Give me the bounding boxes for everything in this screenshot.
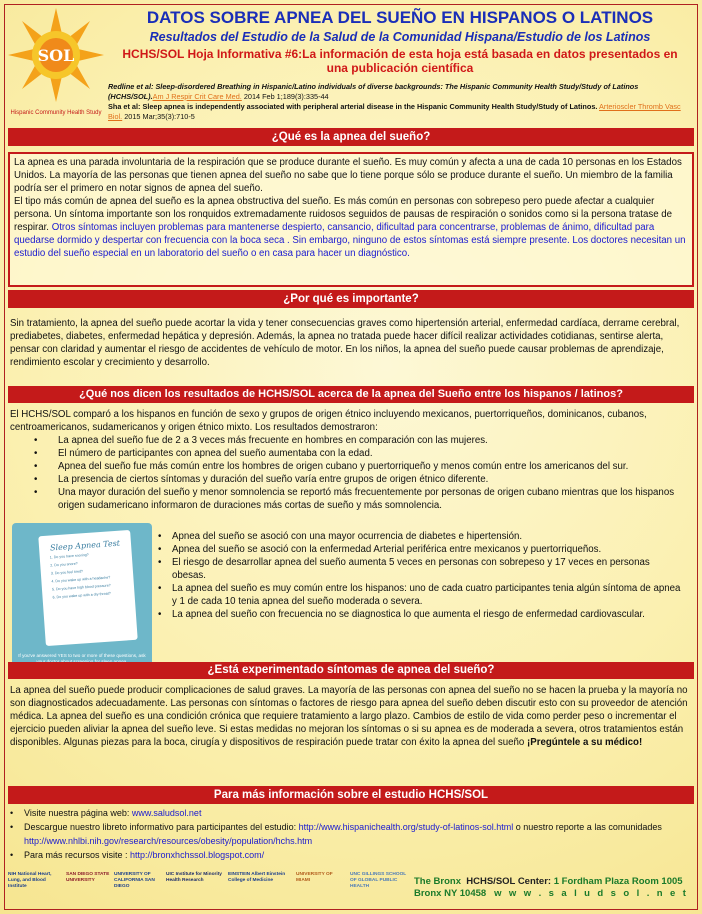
symptoms-paragraph: La apnea del sueño puede producir complicaciones de salud graves. La mayoría de las personas con apnea del sueño no se hacen la prueba y la mayoría no son diagnosticados adecuadamente. Las personas con síntomas o factores de riesgo para apnea del sueño deben discutir esto con su proveedor de atención médica. La apnea del sueño es una condición crónica que requiere tratamiento a largo plazo. Cambios de estilo de vida como perder peso o incrementar el ejercicio pueden aliviar la apnea del sueño leve. Si estas medidas no mejoran los síntomas o si su apnea es de moderada a severa, otros tratamientos están disponibles. Algunas piezas para la boca, cirugía y dispositivos de respiración puede tratar con éxito la apnea del sueño ¡Pregúntele a su médico!	[10, 685, 688, 748]
fact-sheet-label	[110, 47, 690, 75]
page-title: DATOS SOBRE APNEA DEL SUEÑO EN HISPANOS O LATINOS	[146, 8, 654, 27]
booklet-link[interactable]: http://www.hispanichealth.org/study-of-latinos-sol.html	[298, 822, 514, 832]
list-item: • Apnea del sueño fue más común entre los hombres de origen cubano y puertorriqueño y menos común entre los americanos del sur.	[10, 460, 692, 473]
list-item: • El número de participantes con apnea del sueño aumentaba con la edad.	[10, 447, 692, 460]
uic-logo: UIC Institute for Minority Health Research	[166, 872, 222, 883]
footer-website[interactable]: w w w . s a l u d s o l . n e t	[494, 888, 689, 899]
list-item: • Visite nuestra página web: www.saludsol.net	[8, 806, 694, 820]
blog-link[interactable]: http://bronxhchssol.blogspot.com/	[130, 850, 265, 860]
list-item: • Apnea del sueño se asoció con una mayor ocurrencia de diabetes e hipertensión.	[156, 530, 686, 543]
clipboard-sheet: Sleep Apnea Test 1. Do you have snoring? 2. Do you snore? 3. Do you feel tired? 4. Do you wake up with a headache? 5. Do you have high blood pressure? 6. Do you wake up with a dry throat?	[38, 530, 137, 646]
sdsu-logo: SAN DIEGO STATE UNIVERSITY	[66, 872, 110, 883]
list-item: • La presencia de ciertos síntomas y duración del sueño varía entre grupos de origen étnico diferente.	[10, 473, 692, 486]
clipboard-title: Sleep Apnea Test	[49, 538, 121, 553]
sleep-apnea-test-image	[12, 523, 152, 668]
section-title-results: ¿Qué nos dicen los resultados de HCHS/SOL acerca de la apnea del Sueño entre los hispanos / latinos?	[8, 386, 694, 403]
results-intro: El HCHS/SOL comparó a los hispanos en función de sexo y grupos de origen étnico incluyendo mexicanos, puertorriqueños, dominicanos, cubanos, centroamericanos, sudamericanos y origen étnico mixto. Los resultados demostraron:	[10, 409, 647, 433]
reference-1-link[interactable]: Am J Respir Crit Care Med.	[152, 92, 242, 101]
sponsor-logos	[8, 872, 408, 902]
reference-1: Redline et al: Sleep-disordered Breathing in Hispanic/Latino individuals of diverse backgrounds: The Hispanic Community Health Study/Study of Latinos (HCHS/SOL).Am J Respir Crit Care Med. 2014 Feb 1;189(3):335-44	[108, 82, 639, 101]
reference-2: Sha et al: Sleep apnea is independently associated with peripheral arterial disease in the Hispanic Community Health Study/Study of Latinos. Arterioscler Thromb Vasc Biol. 2015 Mar;35(3):710-5	[108, 102, 681, 121]
list-item: • El riesgo de desarrollar apnea del sueño aumenta 5 veces en personas con sobrepeso y 17 veces en personas obesas.	[156, 556, 686, 582]
section-title-why-important: ¿Por qué es importante?	[8, 290, 694, 308]
section-title-symptoms: ¿Está experimentado síntomas de apnea del sueño?	[8, 662, 694, 679]
city-line: Bronx NY 10458	[414, 888, 487, 899]
what-is-paragraph-1: La apnea es una parada involuntaria de la respiración que se produce durante el sueño. Es muy común y afecta a una de cada 10 personas en los Estados Unidos. La mayoría de las personas que tienen apnea del sueño no sabe que lo tiene porque sólo se produce durante el sueño. Un miembro de la familia podría ser el primero en notar signos de apnea del sueño.	[14, 157, 682, 194]
nih-logo: NIH National Heart, Lung, and Blood Institute	[8, 872, 52, 889]
logo-subtext: Hispanic Community Health Study	[10, 110, 102, 116]
logo-text: SOL	[37, 46, 75, 65]
section-title-more-info: Para más información sobre el estudio HCHS/SOL	[8, 786, 694, 804]
section-title-what-is: ¿Qué es la apnea del sueño?	[8, 128, 694, 146]
miami-logo: UNIVERSITY OF MIAMI	[296, 872, 333, 883]
what-is-paragraph-2: El tipo más común de apnea del sueño es la apnea obstructiva del sueño. Es más común en personas con sobrepeso pero puede afectar a cualquier persona. Un síntoma importante son los ronquidos extremadamente ruidosos seguidos de pausas de respiración o sonidos como si la persona tratase de respirar. Otros síntomas incluyen problemas para mantenerse despierto, cansancio, dificultad para concentrarse, problemas de ánimo, dificultad para quedarse dormido y despertar con frecuencia con la boca seca . Sin embargo, ninguno de estos síntomas está siempre presente. Los doctores necesitan un estudio del sueño especial en un laboratorio del sueño o en casa para hacer un diagnóstico.	[14, 196, 686, 259]
references	[108, 82, 693, 122]
clipboard-caption: If you've answered YES to two or more of these questions, ask	[18, 653, 146, 658]
list-item: • Apnea del sueño se asoció con la enfermedad Arterial periférica entre mexicanos y puertorriqueños.	[156, 543, 686, 556]
results-body	[8, 408, 694, 512]
more-info-body	[8, 806, 694, 862]
results-body-2	[156, 530, 686, 621]
list-item: • Una mayor duración del sueño y menor somnolencia se reportó más frecuentemente por personas de origen cubano mientras que los hispanos origen sudamericano informaron de duraciones más cortas de sueño y más somnolencia.	[10, 486, 692, 512]
sol-sun-logo	[6, 6, 106, 118]
list-item: • La apnea del sueño fue de 2 a 3 veces más frecuente en hombres en comparación con las mujeres.	[10, 434, 692, 447]
more-info-list	[8, 806, 694, 862]
unc-logo: UNC GILLINGS SCHOOL OF GLOBAL PUBLIC HEALTH	[350, 872, 407, 889]
website-link[interactable]: www.saludsol.net	[131, 808, 202, 818]
fact-sheet-line-1: HCHS/SOL Hoja Informativa #6:La información de esta hoja está basada en datos presentados en	[122, 47, 678, 61]
center-label: HCHS/SOL Center:	[466, 876, 552, 887]
list-item: • La apnea del sueño es muy común entre los hispanos: uno de cada cuatro participantes tenia algún síntoma de apnea y 1 de cada 10 tenia apnea del sueño moderada o severa.	[156, 582, 686, 608]
ucsd-logo: UNIVERSITY OF CALIFORNIA SAN DIEGO	[114, 872, 155, 889]
einstein-logo: EINSTEIN Albert Einstein College of Medicine	[228, 872, 286, 883]
section-what-is-body	[8, 152, 694, 287]
why-important-paragraph: Sin tratamiento, la apnea del sueño puede acortar la vida y tener consecuencias graves como hipertensión arterial, enfermedad cardíaca, derrame cerebral, prediabetes, diabetes, enfermedad hepática y depresión. Además, la apnea no tratada puede hacer difícil realizar actividades cotidianas, sentirse alerta, pensar con claridad y aumentar el riesgo de accidentes de vehículo de motor. En los niños, la apnea del sueño puede causar problemas de aprendizaje, rendimiento escolar y crecimiento y desarrollo.	[10, 318, 680, 368]
page-subtitle: Resultados del Estudio de la Salud de la Comunidad Hispana/Estudio de los Latinos	[149, 30, 651, 44]
bronx-label: The Bronx	[414, 876, 461, 887]
report-link[interactable]: http://www.nhlbi.nih.gov/research/resources/obesity/population/hchs.htm	[24, 836, 313, 846]
center-address-line: 1 Fordham Plaza Room 1005	[553, 876, 683, 887]
list-item: • Para más recursos visite : http://bronxhchssol.blogspot.com/	[8, 848, 694, 862]
center-address	[414, 876, 694, 900]
list-item: • Descargue nuestro libreto informativo para participantes del estudio: http://www.hispanichealth.org/study-of-latinos-sol.html o nuestro reporte a las comunidades http://www.nhlbi.nih.gov/research/resources/obesity/population/hchs.htm	[8, 820, 694, 848]
results-list-2	[156, 530, 686, 621]
reference-2-link[interactable]: Arterioscler Thromb Vasc Biol.	[108, 102, 681, 121]
results-list-1	[10, 434, 692, 512]
fact-sheet-line-2: una publicación científica	[326, 61, 474, 75]
ask-doctor: ¡Pregúntele a su médico!	[527, 737, 643, 748]
list-item: • La apnea del sueño con frecuencia no se diagnostica lo que aumenta el riesgo de enfermedad cardiovascular.	[156, 608, 686, 621]
